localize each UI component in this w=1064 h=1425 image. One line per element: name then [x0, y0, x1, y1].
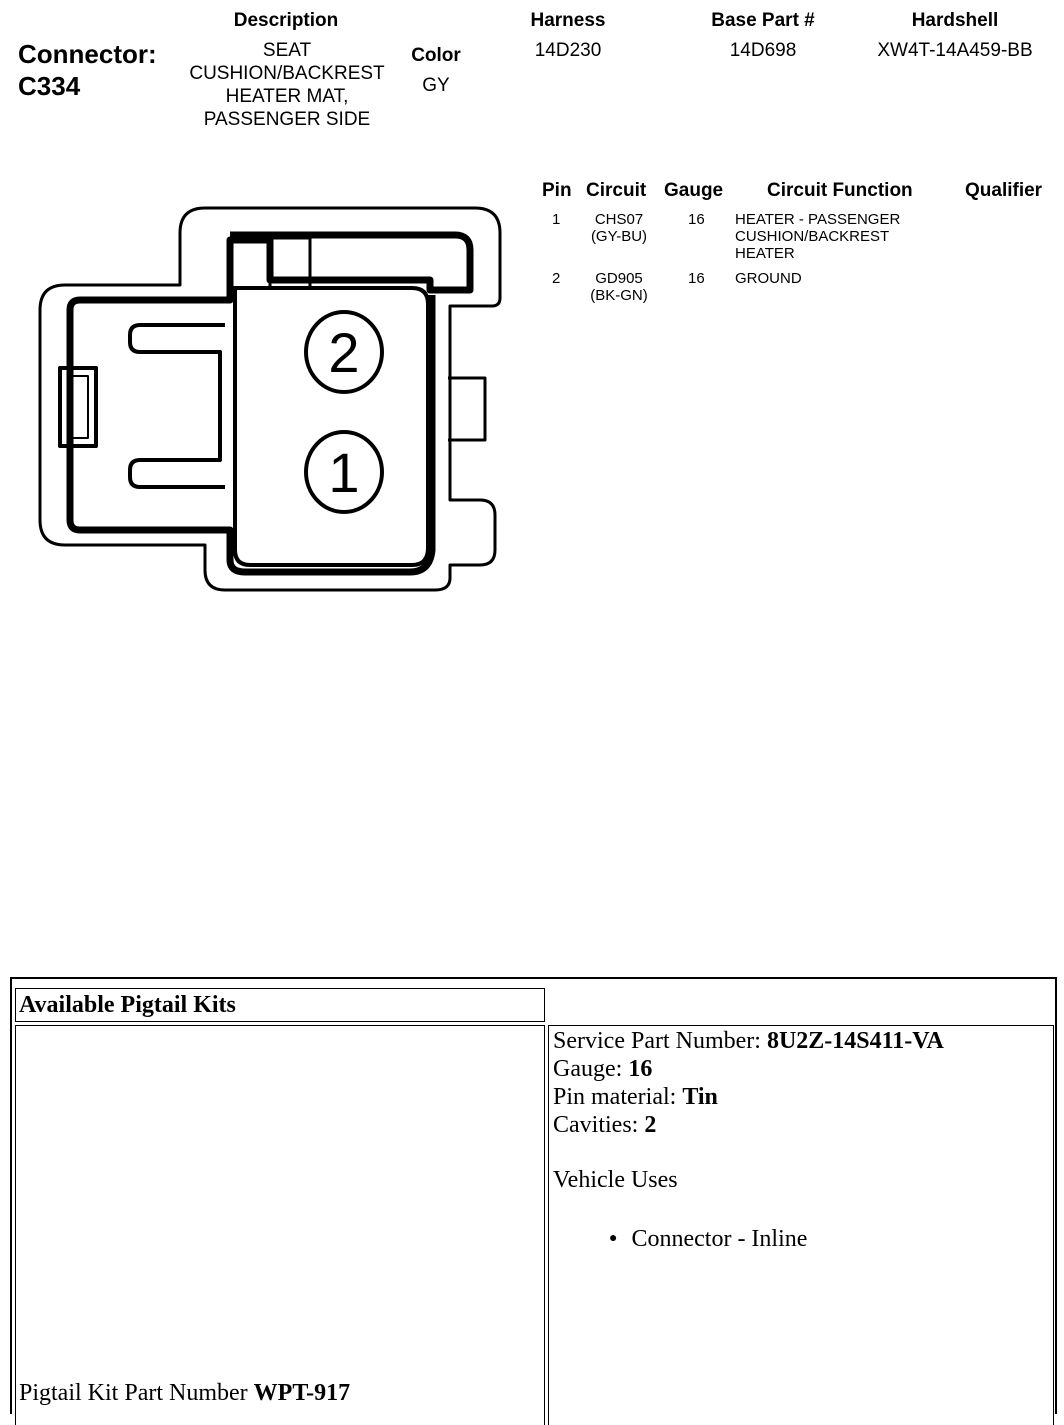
color-header: Color	[411, 45, 461, 66]
pin-material-label: Pin material:	[553, 1084, 683, 1110]
latch	[130, 325, 225, 487]
pin-number: 1	[552, 211, 561, 228]
pin-number: 2	[552, 270, 561, 287]
pigtail-title: Available Pigtail Kits	[19, 992, 236, 1018]
description-header: Description	[233, 10, 339, 31]
vehicle-use-text: Connector - Inline	[631, 1226, 808, 1252]
circuit-function	[735, 270, 955, 287]
cavities-row	[553, 1112, 656, 1139]
pin-label-2: 2	[328, 321, 360, 384]
circuit-code	[582, 211, 656, 245]
connector-label	[18, 38, 157, 102]
pigtail-kits-table	[10, 977, 1057, 1414]
harness-value: 14D230	[534, 40, 602, 61]
gauge-value: 16	[688, 211, 705, 228]
base-part-value: 14D698	[729, 40, 797, 61]
hardshell-header: Hardshell	[911, 10, 999, 31]
description-line: PASSENGER SIDE	[203, 109, 371, 130]
circuit-color: (GY-BU)	[590, 228, 648, 245]
gauge-header: Gauge	[664, 180, 724, 201]
harness-header: Harness	[530, 10, 606, 31]
left-tab	[60, 368, 96, 446]
pin-label-1: 1	[328, 441, 360, 504]
gauge-label: Gauge:	[553, 1056, 629, 1082]
function-line: HEATER	[735, 245, 795, 262]
connector-label-line1: Connector:	[18, 39, 157, 69]
right-tab	[448, 378, 485, 440]
function-line: HEATER - PASSENGER	[735, 211, 901, 228]
circuit-color: (BK-GN)	[590, 287, 648, 304]
base-part-header: Base Part #	[711, 10, 815, 31]
pigtail-spec-cell	[548, 1025, 1054, 1425]
description-text	[178, 39, 396, 131]
cavities-value: 2	[644, 1112, 657, 1138]
function-line: GROUND	[735, 270, 802, 287]
vehicle-uses-title: Vehicle Uses	[553, 1167, 678, 1193]
pin-header: Pin	[542, 180, 572, 201]
qualifier-header: Qualifier	[965, 180, 1043, 201]
pin-material-row	[553, 1084, 718, 1111]
gauge-value: 16	[688, 270, 705, 287]
description-line: HEATER MAT,	[225, 86, 349, 107]
service-part-row	[553, 1028, 944, 1055]
vehicle-use-item	[609, 1226, 807, 1253]
circuit-code	[582, 270, 656, 304]
gauge-row	[553, 1056, 652, 1083]
circuit-id: CHS07	[594, 211, 644, 228]
pigtail-image-cell	[15, 1025, 545, 1425]
color-value: GY	[422, 75, 450, 96]
gauge-value: 16	[628, 1056, 653, 1082]
hardshell-value: XW4T-14A459-BB	[877, 40, 1033, 61]
pigtail-kit-label: Pigtail Kit Part Number	[19, 1380, 254, 1406]
description-line: SEAT	[262, 40, 312, 61]
cavities-label: Cavities:	[553, 1112, 645, 1138]
function-line: CUSHION/BACKREST	[735, 228, 890, 245]
pin-material-value: Tin	[682, 1084, 718, 1110]
vehicle-uses-list	[609, 1226, 807, 1253]
circuit-header: Circuit	[586, 180, 647, 201]
circuit-id: GD905	[595, 270, 643, 287]
description-line: CUSHION/BACKREST	[189, 63, 385, 84]
service-part-number: 8U2Z-14S411-VA	[766, 1028, 944, 1054]
pigtail-kit-number: WPT-917	[253, 1380, 351, 1406]
service-part-label: Service Part Number:	[553, 1028, 767, 1054]
connector-id: C334	[18, 71, 81, 101]
function-header: Circuit Function	[767, 180, 913, 201]
pigtail-title-cell	[15, 988, 545, 1022]
circuit-function	[735, 211, 955, 262]
connector-face-diagram	[30, 200, 510, 600]
pigtail-kit-part	[19, 1380, 350, 1407]
pin-cavities	[306, 312, 382, 512]
